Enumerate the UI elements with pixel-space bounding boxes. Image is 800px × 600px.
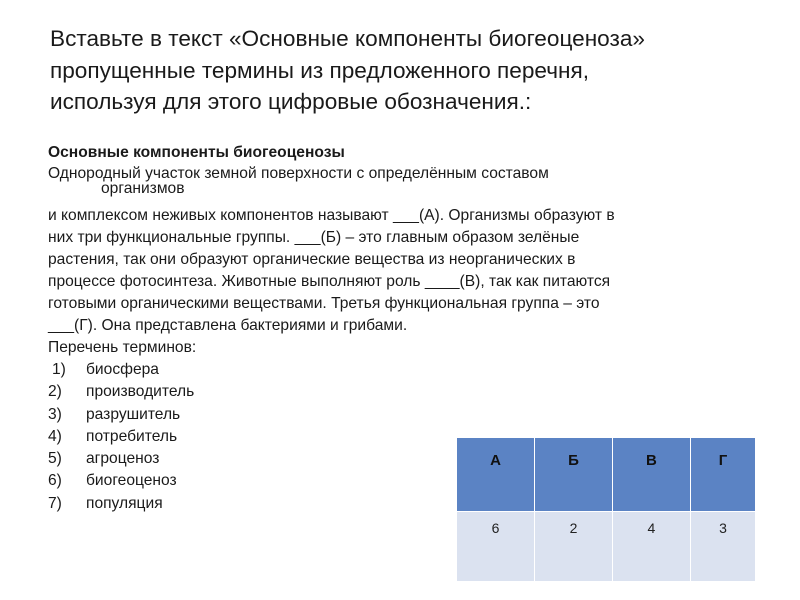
list-item-label: популяция — [86, 494, 163, 512]
table-row — [457, 512, 756, 582]
list-item-number: 2) — [48, 383, 62, 401]
answer-cell-g: 3 — [690, 512, 755, 582]
text-line-4: растения, так они образуют органические вещества из неорганических в — [48, 251, 576, 268]
title-line-3: используя для этого цифровые обозначения.: — [50, 89, 532, 114]
list-item-number: 7) — [48, 494, 62, 512]
list-item-number: 5) — [48, 450, 62, 468]
text-line-5: процессе фотосинтеза. Животные выполняют роль ____(В), так как питаются — [48, 273, 611, 290]
list-item-label: потребитель — [86, 427, 178, 445]
text-heading: Основные компоненты биогеоценозы — [48, 144, 345, 161]
text-line-1: Однородный участок земной поверхности с определённым составом — [48, 165, 549, 182]
list-item-number: 6) — [48, 472, 62, 490]
header-cell-a: А — [457, 438, 535, 512]
list-item-label: разрушитель — [86, 405, 181, 423]
list-item-label: агроценоз — [86, 450, 160, 468]
list-item-label: биосфера — [86, 361, 159, 378]
list-item — [48, 359, 768, 381]
list-item — [48, 404, 768, 426]
title-line-1: Вставьте в текст «Основные компоненты биогеоценоза» — [50, 26, 645, 51]
title-line-2: пропущенные термины из предложенного перечня, — [50, 57, 589, 83]
text-line-7: ___(Г). Она представлена бактериями и грибами. — [48, 317, 408, 334]
list-item-number: 1) — [52, 361, 66, 378]
header-cell-g: Г — [690, 438, 755, 512]
list-item-label: биогеоценоз — [86, 472, 177, 490]
text-line-2: и комплексом неживых компонентов называют ___(А). Организмы образуют в — [48, 207, 615, 224]
answer-cell-b: 2 — [535, 512, 613, 582]
header-cell-b: Б — [535, 438, 613, 512]
list-item-number: 3) — [48, 405, 62, 423]
slide-title — [50, 23, 770, 118]
answer-cell-a: 6 — [457, 512, 535, 582]
table-header-row — [457, 438, 756, 512]
header-cell-v: В — [612, 438, 690, 512]
answer-table — [456, 437, 756, 582]
list-item — [48, 381, 768, 403]
text-line-1b: организмов — [101, 180, 185, 197]
list-item-label: производитель — [86, 383, 195, 401]
text-line-3: них три функциональные группы. ___(Б) – это главным образом зелёные — [48, 229, 580, 246]
text-line-6: готовыми органическими веществами. Третья функциональная группа – это — [48, 295, 600, 312]
answer-cell-v: 4 — [612, 512, 690, 582]
list-item-number: 4) — [48, 427, 62, 445]
terms-list-title: Перечень терминов: — [48, 339, 197, 356]
